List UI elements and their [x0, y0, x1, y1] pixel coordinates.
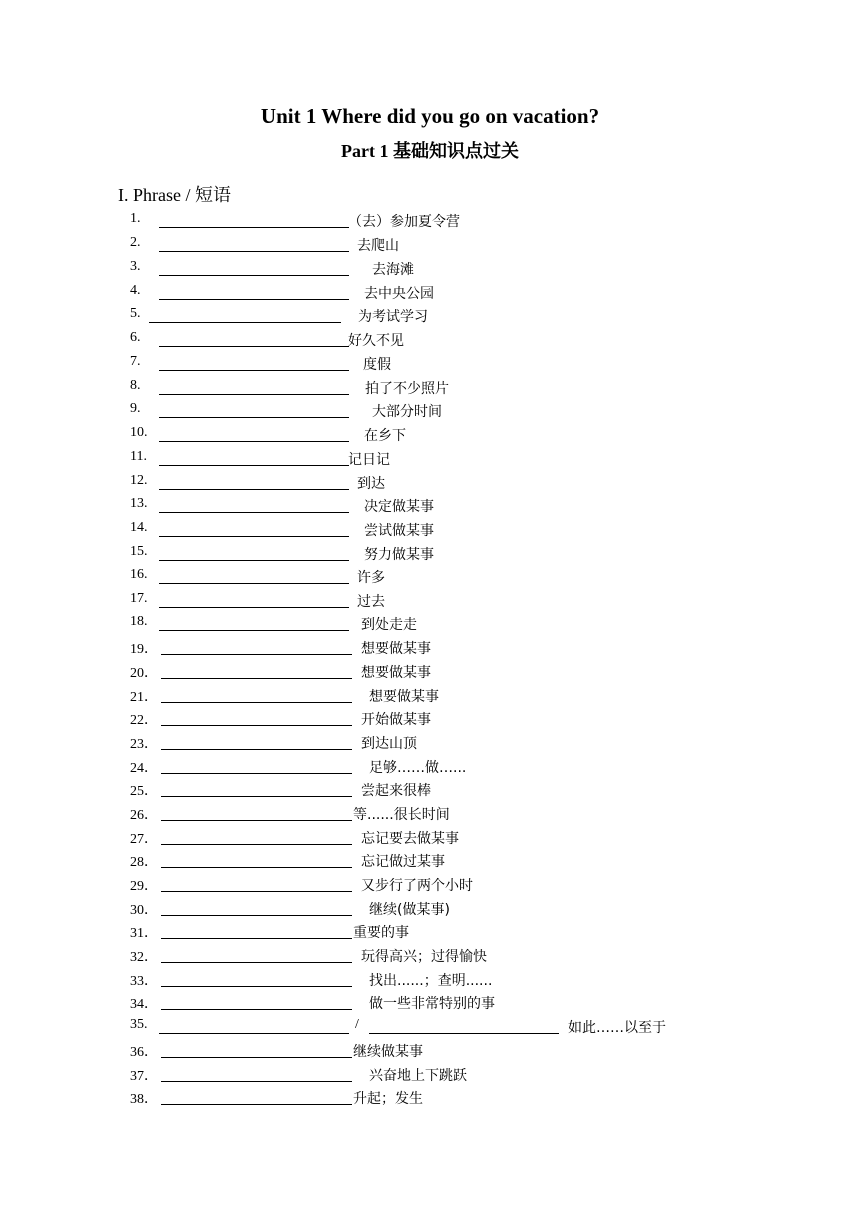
phrase-meaning: 努力做某事	[364, 547, 434, 563]
item-number: 33．	[130, 974, 158, 989]
item-number: 29．	[130, 879, 158, 894]
answer-blank[interactable]	[159, 583, 349, 584]
answer-blank[interactable]	[161, 749, 352, 750]
answer-blank[interactable]	[149, 322, 341, 323]
item-number: 15.	[130, 544, 148, 559]
phrase-meaning: 想要做某事	[361, 665, 431, 681]
answer-blank[interactable]	[159, 607, 349, 608]
answer-blank[interactable]	[159, 346, 349, 347]
phrase-meaning: 忘记要去做某事	[361, 831, 459, 847]
item-number: 12.	[130, 473, 148, 488]
item-number: 36．	[130, 1045, 158, 1060]
item-number: 2.	[130, 235, 141, 250]
item-number: 7.	[130, 354, 141, 369]
item-number: 32．	[130, 950, 158, 965]
phrase-meaning: 重要的事	[353, 925, 409, 941]
item-number: 5.	[130, 306, 141, 321]
phrase-meaning: 去海滩	[372, 262, 414, 278]
item-number: 6.	[130, 330, 141, 345]
phrase-meaning: 拍了不少照片	[365, 381, 449, 397]
phrase-meaning: 到达山顶	[361, 736, 417, 752]
item-number: 16.	[130, 567, 148, 582]
phrase-meaning: 想要做某事	[369, 689, 439, 705]
phrase-meaning: 为考试学习	[358, 309, 428, 325]
item-number: 31．	[130, 926, 158, 941]
item-number: 35.	[130, 1017, 148, 1032]
separator: /	[355, 1017, 359, 1032]
item-number: 13.	[130, 496, 148, 511]
answer-blank[interactable]	[161, 867, 352, 868]
phrase-meaning: 决定做某事	[364, 499, 434, 515]
item-number: 38．	[130, 1092, 158, 1107]
answer-blank[interactable]	[161, 678, 352, 679]
phrase-meaning: 玩得高兴；过得愉快	[361, 949, 487, 965]
item-number: 21．	[130, 690, 158, 705]
item-number: 3.	[130, 259, 141, 274]
answer-blank[interactable]	[161, 702, 352, 703]
phrase-meaning: 在乡下	[364, 428, 406, 444]
answer-blank[interactable]	[159, 227, 349, 228]
document-title: Unit 1 Where did you go on vacation?	[260, 104, 600, 128]
phrase-meaning: 过去	[357, 594, 385, 610]
answer-blank[interactable]	[159, 489, 349, 490]
phrase-meaning: 又步行了两个小时	[361, 878, 473, 894]
phrase-meaning: 到达	[357, 476, 385, 492]
section-heading: I. Phrase / 短语	[118, 185, 231, 205]
answer-blank[interactable]	[161, 962, 352, 963]
phrase-meaning: （去）参加夏令营	[348, 214, 460, 230]
phrase-meaning: 升起；发生	[353, 1091, 423, 1107]
item-number: 9.	[130, 401, 141, 416]
answer-blank[interactable]	[159, 1033, 349, 1034]
phrase-meaning: 找出......；查明......	[369, 973, 493, 989]
item-number: 23．	[130, 737, 158, 752]
answer-blank[interactable]	[159, 512, 349, 513]
answer-blank[interactable]	[161, 773, 352, 774]
item-number: 11.	[130, 449, 147, 464]
answer-blank[interactable]	[161, 1104, 352, 1105]
answer-blank-second[interactable]	[369, 1033, 559, 1034]
item-number: 17.	[130, 591, 148, 606]
answer-blank[interactable]	[159, 465, 349, 466]
phrase-meaning: 去中央公园	[364, 286, 434, 302]
item-number: 28．	[130, 855, 158, 870]
item-number: 20．	[130, 666, 158, 681]
item-number: 22．	[130, 713, 158, 728]
document-subtitle: Part 1 基础知识点过关	[341, 141, 519, 161]
item-number: 26．	[130, 808, 158, 823]
item-number: 19．	[130, 642, 158, 657]
answer-blank[interactable]	[159, 630, 349, 631]
answer-blank[interactable]	[161, 654, 352, 655]
phrase-meaning: 到处走走	[361, 617, 417, 633]
phrase-meaning: 尝试做某事	[364, 523, 434, 539]
answer-blank[interactable]	[161, 820, 352, 821]
phrase-meaning: 继续(做某事)	[369, 902, 450, 918]
answer-blank[interactable]	[159, 417, 349, 418]
item-number: 10.	[130, 425, 148, 440]
item-number: 8.	[130, 378, 141, 393]
phrase-meaning: 尝起来很棒	[361, 783, 431, 799]
item-number: 14.	[130, 520, 148, 535]
item-number: 1.	[130, 211, 141, 226]
answer-blank[interactable]	[161, 1057, 352, 1058]
item-number: 34．	[130, 997, 158, 1012]
answer-blank[interactable]	[159, 394, 349, 395]
phrase-meaning: 许多	[357, 570, 385, 586]
phrase-meaning: 足够……做…...	[369, 760, 467, 776]
phrase-meaning: 去爬山	[357, 238, 399, 254]
item-number: 37．	[130, 1069, 158, 1084]
item-number: 18.	[130, 614, 148, 629]
answer-blank[interactable]	[161, 1009, 352, 1010]
answer-blank[interactable]	[161, 938, 352, 939]
item-number: 27．	[130, 832, 158, 847]
answer-blank[interactable]	[159, 370, 349, 371]
item-number: 24．	[130, 761, 158, 776]
phrase-meaning: 继续做某事	[353, 1044, 423, 1060]
phrase-meaning: 做一些非常特别的事	[369, 996, 495, 1012]
phrase-meaning: 兴奋地上下跳跃	[369, 1068, 467, 1084]
answer-blank[interactable]	[161, 1081, 352, 1082]
phrase-meaning: 想要做某事	[361, 641, 431, 657]
phrase-meaning: 大部分时间	[372, 404, 442, 420]
answer-blank[interactable]	[159, 441, 349, 442]
item-number: 30．	[130, 903, 158, 918]
item-number: 4.	[130, 283, 141, 298]
answer-blank[interactable]	[159, 251, 349, 252]
answer-blank[interactable]	[159, 299, 349, 300]
answer-blank[interactable]	[161, 844, 352, 845]
answer-blank[interactable]	[159, 536, 349, 537]
answer-blank[interactable]	[159, 560, 349, 561]
phrase-meaning: 好久不见	[348, 333, 404, 349]
answer-blank[interactable]	[159, 275, 349, 276]
phrase-meaning: 记日记	[348, 452, 390, 468]
answer-blank[interactable]	[161, 725, 352, 726]
phrase-meaning: 如此……以至于	[568, 1020, 666, 1036]
phrase-meaning: 忘记做过某事	[361, 854, 445, 870]
answer-blank[interactable]	[161, 986, 352, 987]
answer-blank[interactable]	[161, 915, 352, 916]
answer-blank[interactable]	[161, 891, 352, 892]
phrase-meaning: 度假	[363, 357, 391, 373]
answer-blank[interactable]	[161, 796, 352, 797]
phrase-meaning: 等......很长时间	[353, 807, 450, 823]
phrase-meaning: 开始做某事	[361, 712, 431, 728]
item-number: 25．	[130, 784, 158, 799]
